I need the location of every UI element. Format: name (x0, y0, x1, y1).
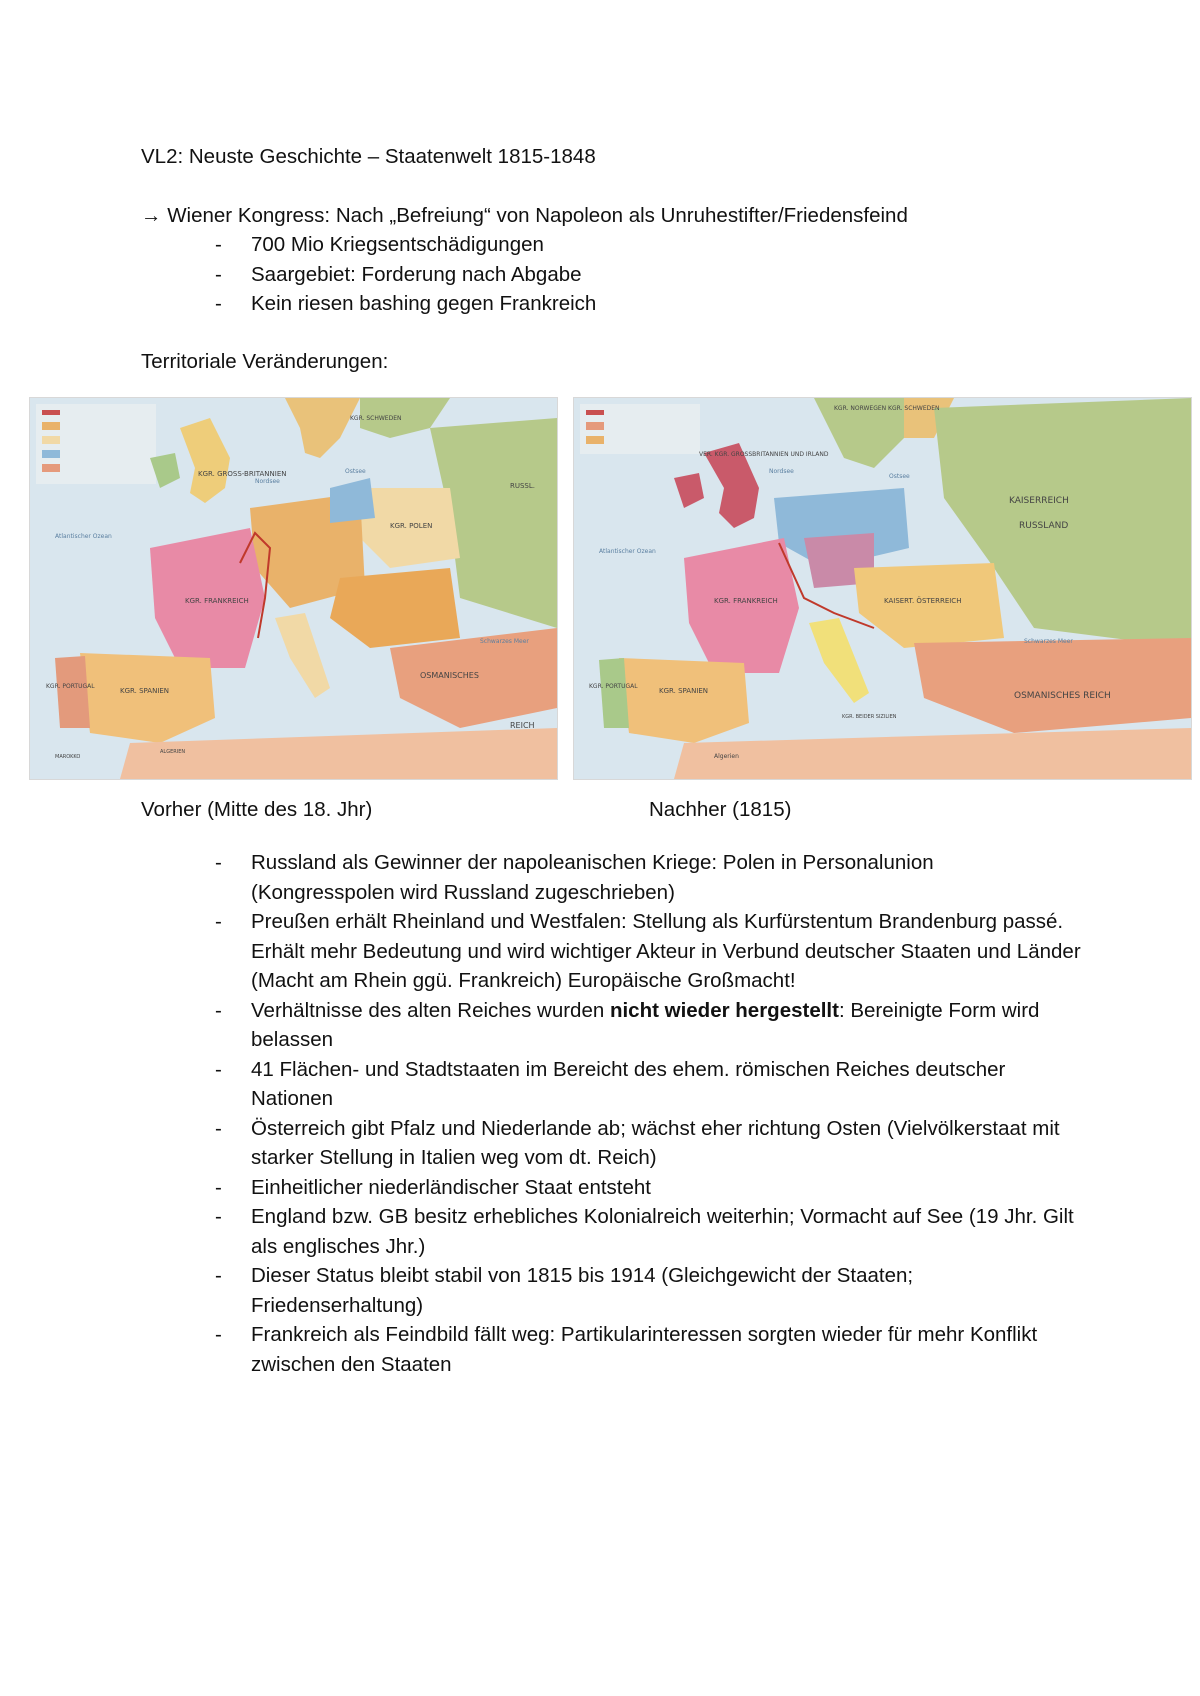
map-label: Atlantischer Ozean (599, 548, 656, 555)
list-item: - Einheitlicher niederländischer Staat entsteht (251, 1173, 1081, 1203)
list-item: - Österreich gibt Pfalz und Niederlande ab; wächst eher richtung Osten (Vielvölkerstaat mit starker Stellung in Italien weg vom dt. Reich) (251, 1114, 1081, 1173)
map-label: Schwarzes Meer (480, 638, 529, 645)
map-label: KAISERREICH (1009, 496, 1069, 506)
map-label: VER. KGR. GROSSBRITANNIEN UND IRLAND (699, 451, 829, 458)
list-item: - Dieser Status bleibt stabil von 1815 bis 1914 (Gleichgewicht der Staaten; Friedenserhaltung) (251, 1261, 1081, 1320)
map-label: Nordsee (255, 478, 280, 485)
map-label: RUSSLAND (1019, 521, 1069, 531)
map-label: KAISERT. ÖSTERREICH (884, 597, 962, 605)
page-title: VL2: Neuste Geschichte – Staatenwelt 1815-1848 (141, 145, 596, 168)
list-item: - England bzw. GB besitz erhebliches Kolonialreich weiterhin; Vormacht auf See (19 Jhr. Gilt als englisches Jhr.) (251, 1202, 1081, 1261)
map-label: MAROKKO (55, 754, 81, 760)
map-before-graphic (30, 398, 557, 779)
map-label: KGR. POLEN (390, 522, 433, 530)
map-label: KGR. SPANIEN (120, 687, 170, 695)
map-label: KGR. BEIDER SIZILIEN (842, 714, 897, 720)
map-label: Schwarzes Meer (1024, 638, 1073, 645)
list-item-text: Verhältnisse des alten Reiches wurden (251, 998, 610, 1022)
map-after-caption: Nachher (1815) (649, 798, 792, 821)
map-label: Algerien (714, 753, 739, 760)
arrow-icon: → (141, 204, 162, 227)
map-label: KGR. PORTUGAL (589, 683, 638, 690)
intro-points-list (251, 230, 596, 319)
map-label: Ostsee (889, 473, 910, 480)
list-item: - Preußen erhält Rheinland und Westfalen: Stellung als Kurfürstentum Brandenburg passé. Erhält mehr Bedeutung und wird wichtiger Akteur in Verbund deutscher Staaten und Länder (Macht am Rhein ggü. Frankreich) Europäische Großmacht! (251, 907, 1081, 996)
map-before (29, 397, 558, 780)
map-label: ALGERIEN (160, 749, 186, 755)
changes-list (251, 848, 1081, 1379)
map-label: KGR. SPANIEN (659, 687, 709, 695)
list-item-emphasis: nicht wieder hergestellt (609, 998, 839, 1022)
list-item (251, 996, 1081, 1055)
map-label: KGR. FRANKREICH (714, 597, 778, 605)
map-label: OSMANISCHES (420, 671, 479, 680)
section-heading: Territoriale Veränderungen: (141, 350, 389, 373)
map-label: KGR. NORWEGEN KGR. SCHWEDEN (834, 405, 940, 412)
map-label: Nordsee (769, 468, 794, 475)
list-item: - Saargebiet: Forderung nach Abgabe (251, 260, 596, 290)
map-label: RUSSL. (510, 482, 535, 490)
map-label: OSMANISCHES REICH (1014, 691, 1111, 701)
map-before-caption: Vorher (Mitte des 18. Jhr) (141, 798, 373, 821)
map-after-graphic (574, 398, 1191, 779)
list-item-text: : Bereinigte Form wird belassen (251, 998, 1040, 1051)
map-label: Ostsee (345, 468, 366, 475)
list-item: - 41 Flächen- und Stadtstaaten im Bereicht des ehem. römischen Reiches deutscher Nationen (251, 1055, 1081, 1114)
map-label: KGR. GROSS-BRITANNIEN (198, 470, 287, 478)
map-label: REICH (510, 721, 535, 730)
map-label: KGR. FRANKREICH (185, 597, 249, 605)
list-item: - Frankreich als Feindbild fällt weg: Partikularinteressen sorgten wieder für mehr Konflikt zwischen den Staaten (251, 1320, 1081, 1379)
list-item: - Kein riesen bashing gegen Frankreich (251, 289, 596, 319)
list-item: - 700 Mio Kriegsentschädigungen (251, 230, 596, 260)
map-label: KGR. PORTUGAL (46, 683, 95, 690)
intro-text: Wiener Kongress: Nach „Befreiung“ von Napoleon als Unruhestifter/Friedensfeind (167, 204, 908, 227)
map-label: KGR. SCHWEDEN (350, 415, 402, 422)
intro-line (141, 201, 908, 230)
map-label: Atlantischer Ozean (55, 533, 112, 540)
list-item: - Russland als Gewinner der napoleanischen Kriege: Polen in Personalunion (Kongresspolen wird Russland zugeschrieben) (251, 848, 1081, 907)
map-after (573, 397, 1192, 780)
